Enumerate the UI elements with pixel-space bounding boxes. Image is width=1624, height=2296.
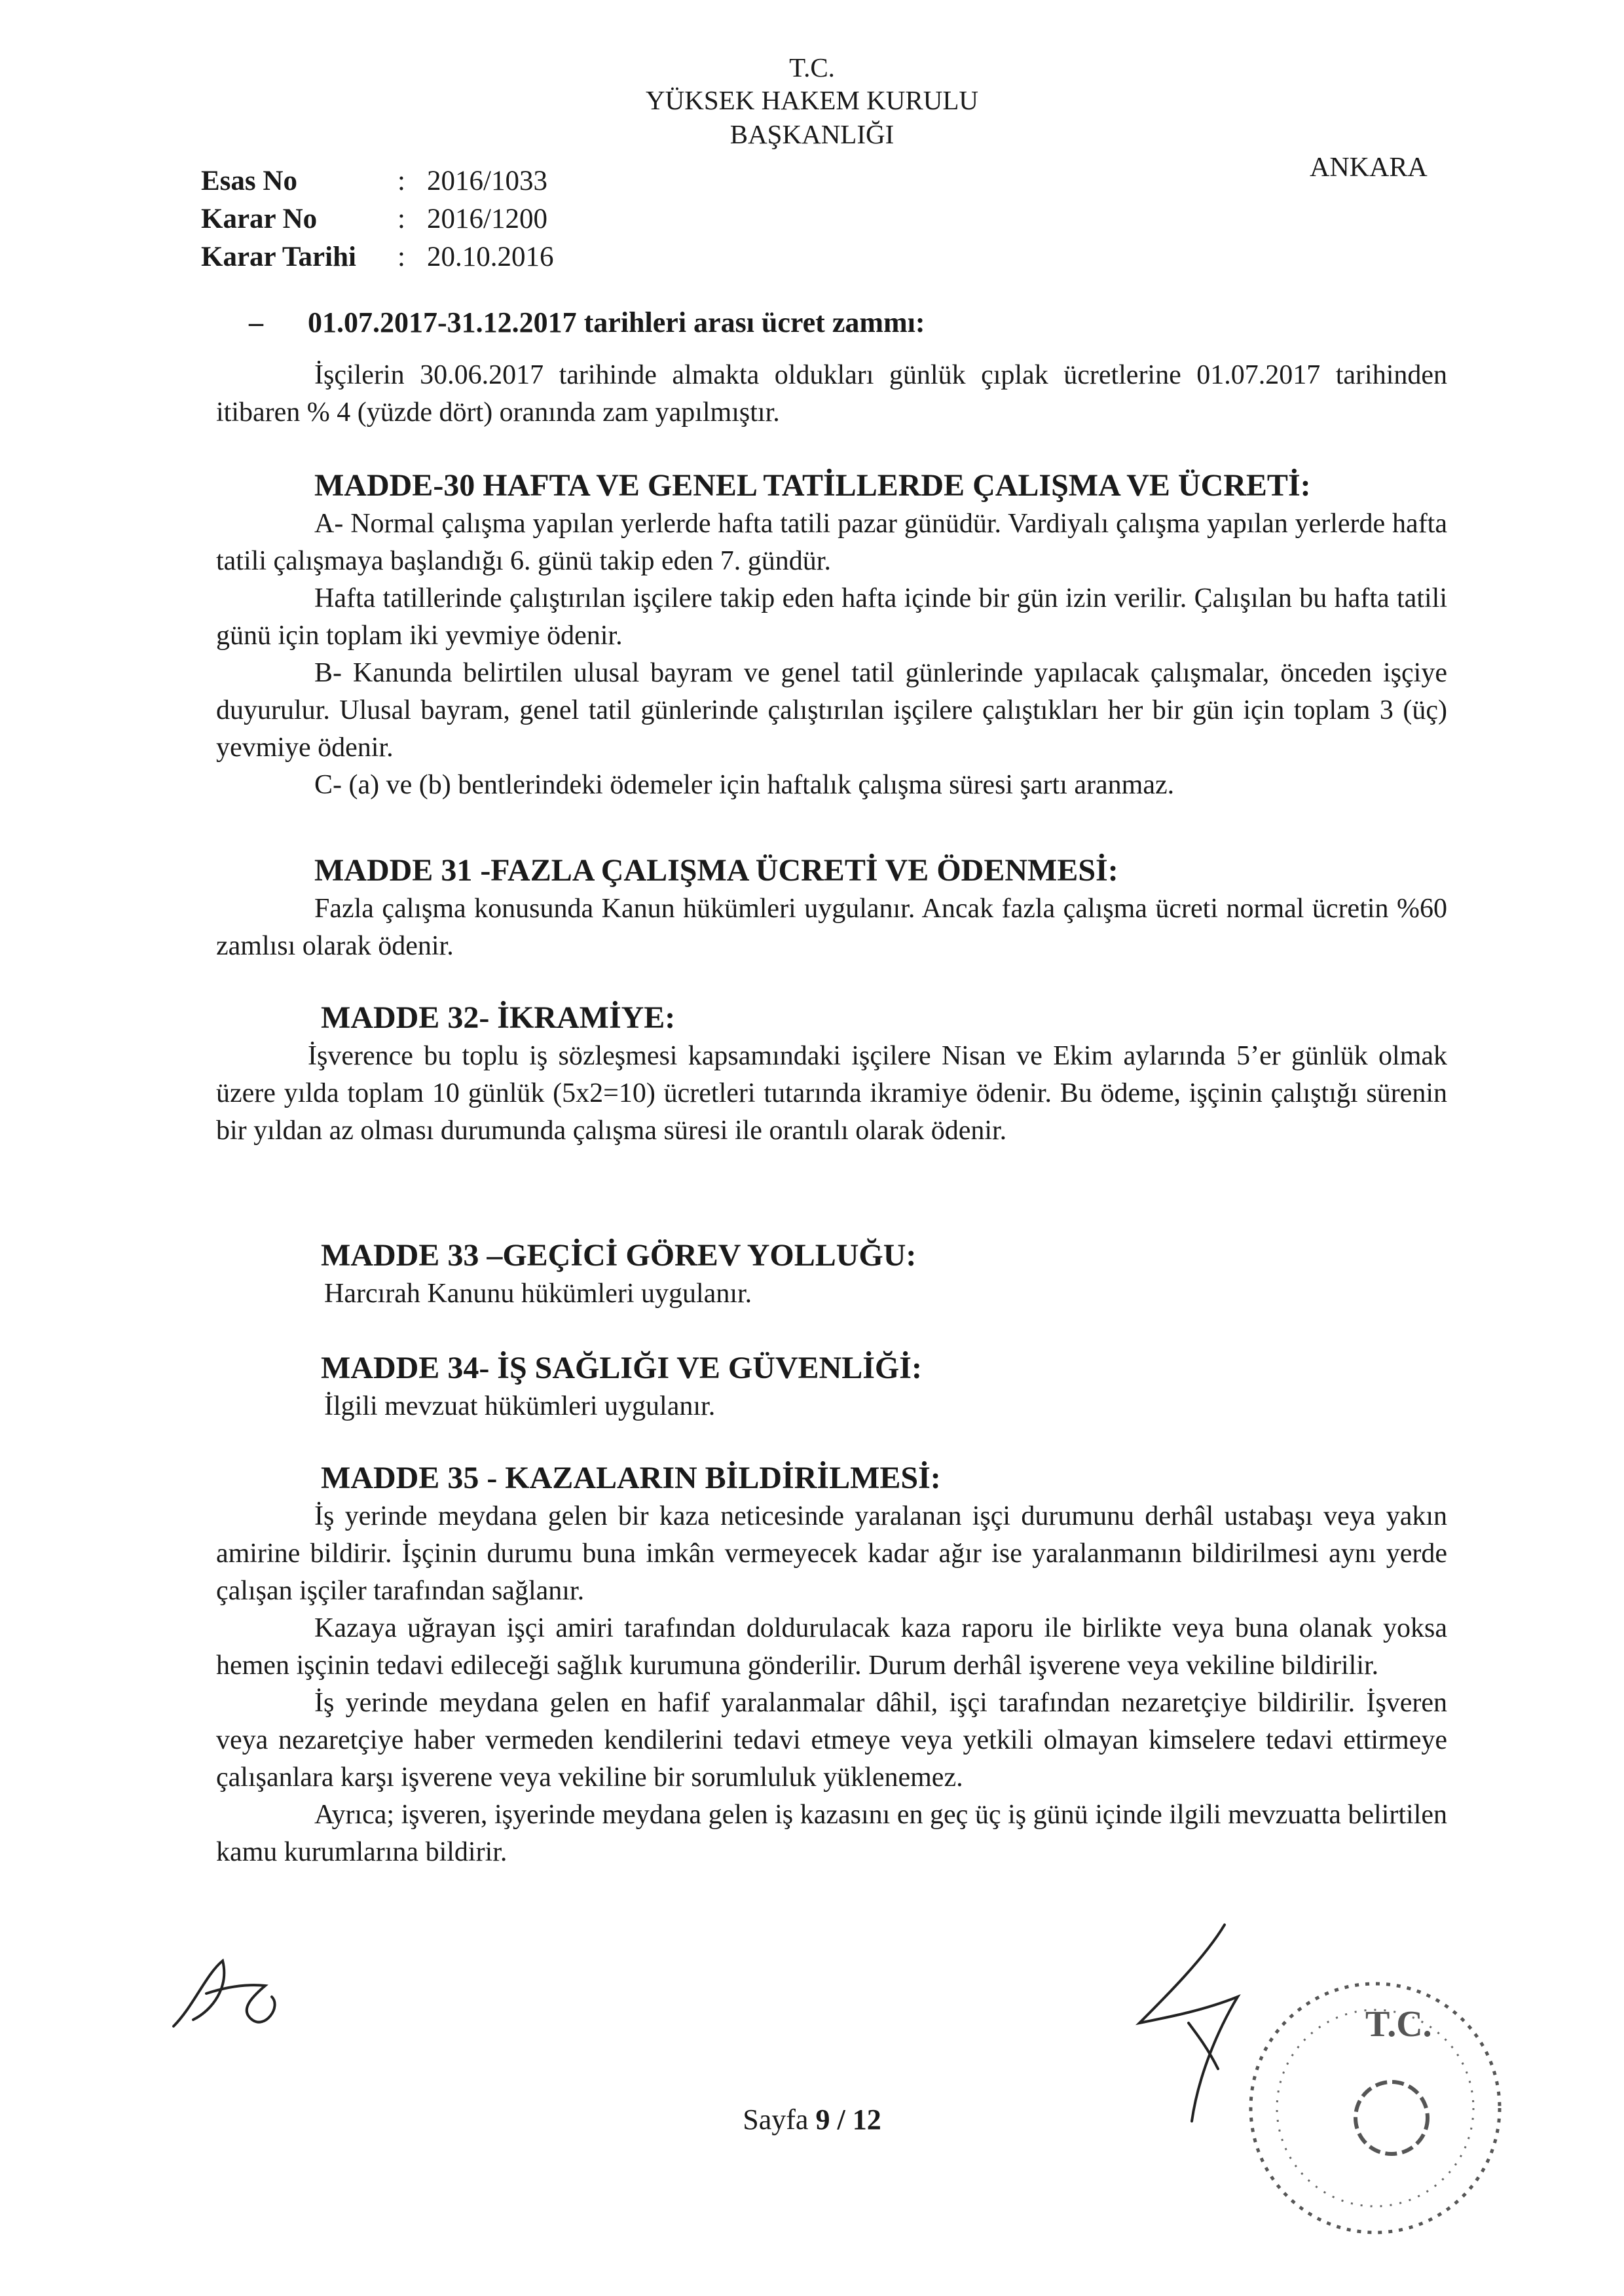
madde-32-title: MADDE 32- İKRAMİYE: <box>321 1000 676 1035</box>
meta-label: Karar Tarihi <box>201 242 356 272</box>
madde-32-p1: İşverence bu toplu iş sözleşmesi kapsamındaki işçilere Nisan ve Ekim aylarında 5’er günlük olmak üzere yılda toplam 10 günlük (5x2=10) ücretleri tutarında ikramiye ödenir. Bu ödeme, işçinin çalıştığı sürenin bir yıldan az olması durumunda çalışma süresi ile orantılı olarak ödenir. <box>216 1041 1447 1146</box>
madde-35-p3: İş yerinde meydana gelen en hafif yaralanmalar dâhil, işçi tarafından nezaretçiye bildirilir. İşveren veya nezaretçiye haber vermeden kendilerini tedavi etmeye veya yetkili olmayan kimselere tedavi ettirmeye çalışanlara karşı işverene veya vekiline bir sorumluluk yüklenemez. <box>216 1688 1447 1793</box>
madde-34-title: MADDE 34- İŞ SAĞLIĞI VE GÜVENLİĞİ: <box>321 1351 922 1385</box>
madde-30-p3: B- Kanunda belirtilen ulusal bayram ve genel tatil günlerinde yapılacak çalışmalar, önceden işçiye duyurulur. Ulusal bayram, genel tatil günlerinde çalıştırılan işçilere çalıştıkları her bir gün için toplam 3 (üç) yevmiye ödenir. <box>216 658 1447 763</box>
madde-35-p1: İş yerinde meydana gelen bir kaza neticesinde yaralanan işçi durumunu derhâl ustabaşı veya yakın amirine bildirir. İşçinin durumu buna imkân vermeyecek kadar ağır ise yaralanmanın bildirilmesi aynı yerde çalışan işçiler tarafından sağlanır. <box>216 1501 1447 1606</box>
meta-colon: : <box>397 242 405 272</box>
madde-33-p1: Harcırah Kanunu hükümleri uygulanır. <box>324 1279 752 1309</box>
raise-section <box>249 303 1447 342</box>
meta-colon: : <box>397 204 405 234</box>
page-footer <box>0 2103 1624 2136</box>
meta-value: 2016/1200 <box>427 204 547 234</box>
header-city: ANKARA <box>1310 153 1428 183</box>
madde-30 <box>216 466 1447 804</box>
raise-text: İşçilerin 30.06.2017 tarihinde almakta oldukları günlük çıplak ücretlerine 01.07.2017 tarihinden itibaren % 4 (yüzde dört) oranında zam yapılmıştır. <box>216 360 1447 428</box>
madde-30-p4: C- (a) ve (b) bentlerindeki ödemeler için haftalık çalışma süresi şartı aranmaz. <box>314 770 1175 800</box>
madde-34-p1: İlgili mevzuat hükümleri uygulanır. <box>324 1391 716 1421</box>
madde-35-p4: Ayrıca; işveren, işyerinde meydana gelen iş kazasını en geç üç iş günü içinde ilgili mevzuatta belirtilen kamu kurumlarına bildirir. <box>216 1800 1447 1867</box>
meta-value: 20.10.2016 <box>427 242 554 272</box>
meta-row <box>201 200 554 238</box>
madde-31-title: MADDE 31 -FAZLA ÇALIŞMA ÜCRETİ VE ÖDENMESİ: <box>314 853 1118 888</box>
madde-30-p2: Hafta tatillerinde çalıştırılan işçilere takip eden hafta içinde bir gün izin verilir. Çalışılan bu hafta tatili günü için toplam iki yevmiye ödenir. <box>216 583 1447 651</box>
madde-30-title: MADDE-30 HAFTA VE GENEL TATİLLERDE ÇALIŞMA VE ÜCRETİ: <box>314 468 1311 503</box>
case-meta <box>201 162 554 276</box>
header-presidency: BAŞKANLIĞI <box>729 119 895 149</box>
header-institution: YÜKSEK HAKEM KURULU <box>646 85 978 115</box>
stamp-text: T.C. <box>1365 2004 1432 2045</box>
meta-row <box>201 238 554 276</box>
signature-left <box>167 1948 291 2039</box>
raise-heading <box>249 303 1447 342</box>
meta-colon: : <box>397 166 405 196</box>
madde-33 <box>216 1236 1447 1313</box>
meta-row <box>201 162 554 200</box>
madde-31 <box>216 851 1447 965</box>
raise-title: 01.07.2017-31.12.2017 tarihleri arası ücret zammı: <box>308 306 925 338</box>
madde-32 <box>216 998 1447 1150</box>
page-label: Sayfa <box>743 2104 809 2136</box>
madde-35 <box>216 1459 1447 1871</box>
meta-label: Karar No <box>201 204 318 234</box>
madde-31-p1: Fazla çalışma konusunda Kanun hükümleri uygulanır. Ancak fazla çalışma ücreti normal ücretin %60 zamlısı olarak ödenir. <box>216 894 1447 961</box>
meta-value: 2016/1033 <box>427 166 547 196</box>
madde-30-p1: A- Normal çalışma yapılan yerlerde hafta tatili pazar günüdür. Vardiyalı çalışma yapılan yerlerde hafta tatili çalışmaya başlandığı 6. günü takip eden 7. gündür. <box>216 509 1447 576</box>
madde-35-title: MADDE 35 - KAZALARIN BİLDİRİLMESİ: <box>321 1461 941 1495</box>
raise-body <box>216 357 1447 431</box>
dash-bullet: – <box>249 306 263 338</box>
madde-35-p2: Kazaya uğrayan işçi amiri tarafından doldurulacak kaza raporu ile birlikte veya buna olanak yoksa hemen işçinin tedavi edileceği sağlık kurumuna gönderilir. Durum derhâl işverene veya vekiline bildirilir. <box>216 1613 1447 1681</box>
meta-label: Esas No <box>201 166 297 196</box>
page-number: 9 / 12 <box>815 2104 881 2136</box>
madde-33-title: MADDE 33 –GEÇİCİ GÖREV YOLLUĞU: <box>321 1238 917 1273</box>
header-tc: T.C. <box>789 52 835 82</box>
madde-34 <box>216 1349 1447 1425</box>
